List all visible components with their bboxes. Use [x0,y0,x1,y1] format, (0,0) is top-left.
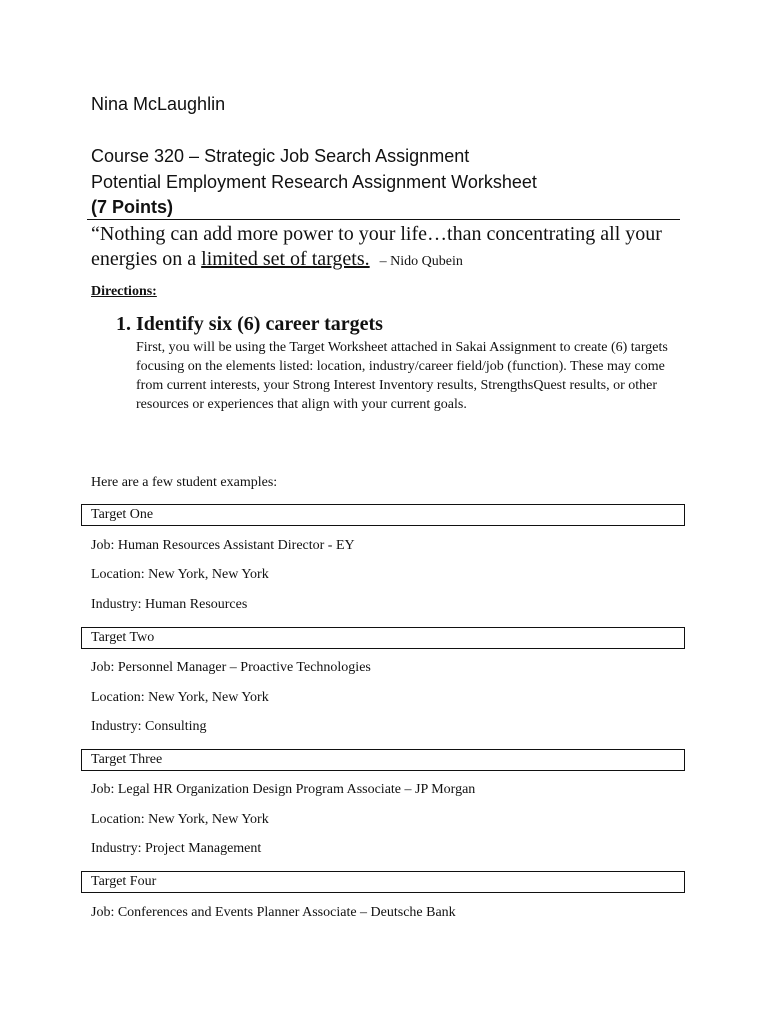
examples-intro: Here are a few student examples: [91,475,278,490]
target-industry: Industry: Consulting [91,719,207,734]
target-title: Target Four [91,874,157,889]
target-header-box [81,504,685,526]
target-job: Job: Human Resources Assistant Director - EY [91,538,355,553]
quote-text: “Nothing can add more power to your life…than concentrating all your energies on a [91,223,662,270]
target-location: Location: New York, New York [91,567,269,582]
target-location: Location: New York, New York [91,690,269,705]
directions-heading: Directions: [91,284,157,299]
target-job: Job: Personnel Manager – Proactive Technologies [91,660,371,675]
target-header-box [81,871,685,893]
student-name: Nina McLaughlin [91,94,226,114]
course-title: Course 320 – Strategic Job Search Assignment [91,146,470,166]
step-title: Identify six (6) career targets [136,313,383,335]
target-title: Target Three [91,752,163,767]
target-header-box [81,749,685,771]
target-title: Target Two [91,630,155,645]
target-title: Target One [91,507,154,522]
points-label: (7 Points) [91,197,174,217]
worksheet-title: Potential Employment Research Assignment Worksheet [91,172,537,192]
quote [91,222,691,274]
target-header-box [81,627,685,649]
step-body: First, you will be using the Target Worksheet attached in Sakai Assignment to create (6) targets focusing on the elements listed: location, industry/career field/job (function). These may come from current interests, your Strong Interest Inventory results, StrengthsQuest results, or other resources or experiences that align with your current goals. [136,340,668,412]
target-industry: Industry: Project Management [91,841,262,856]
quote-underlined-text: limited set of targets. [201,248,370,270]
target-industry: Industry: Human Resources [91,597,248,612]
target-job: Job: Legal HR Organization Design Program Associate – JP Morgan [91,782,476,797]
step-number: 1. [116,313,131,335]
quote-author: – Nido Qubein [379,254,463,269]
target-job: Job: Conferences and Events Planner Associate – Deutsche Bank [91,905,456,920]
header-divider [87,219,680,220]
target-location: Location: New York, New York [91,812,269,827]
